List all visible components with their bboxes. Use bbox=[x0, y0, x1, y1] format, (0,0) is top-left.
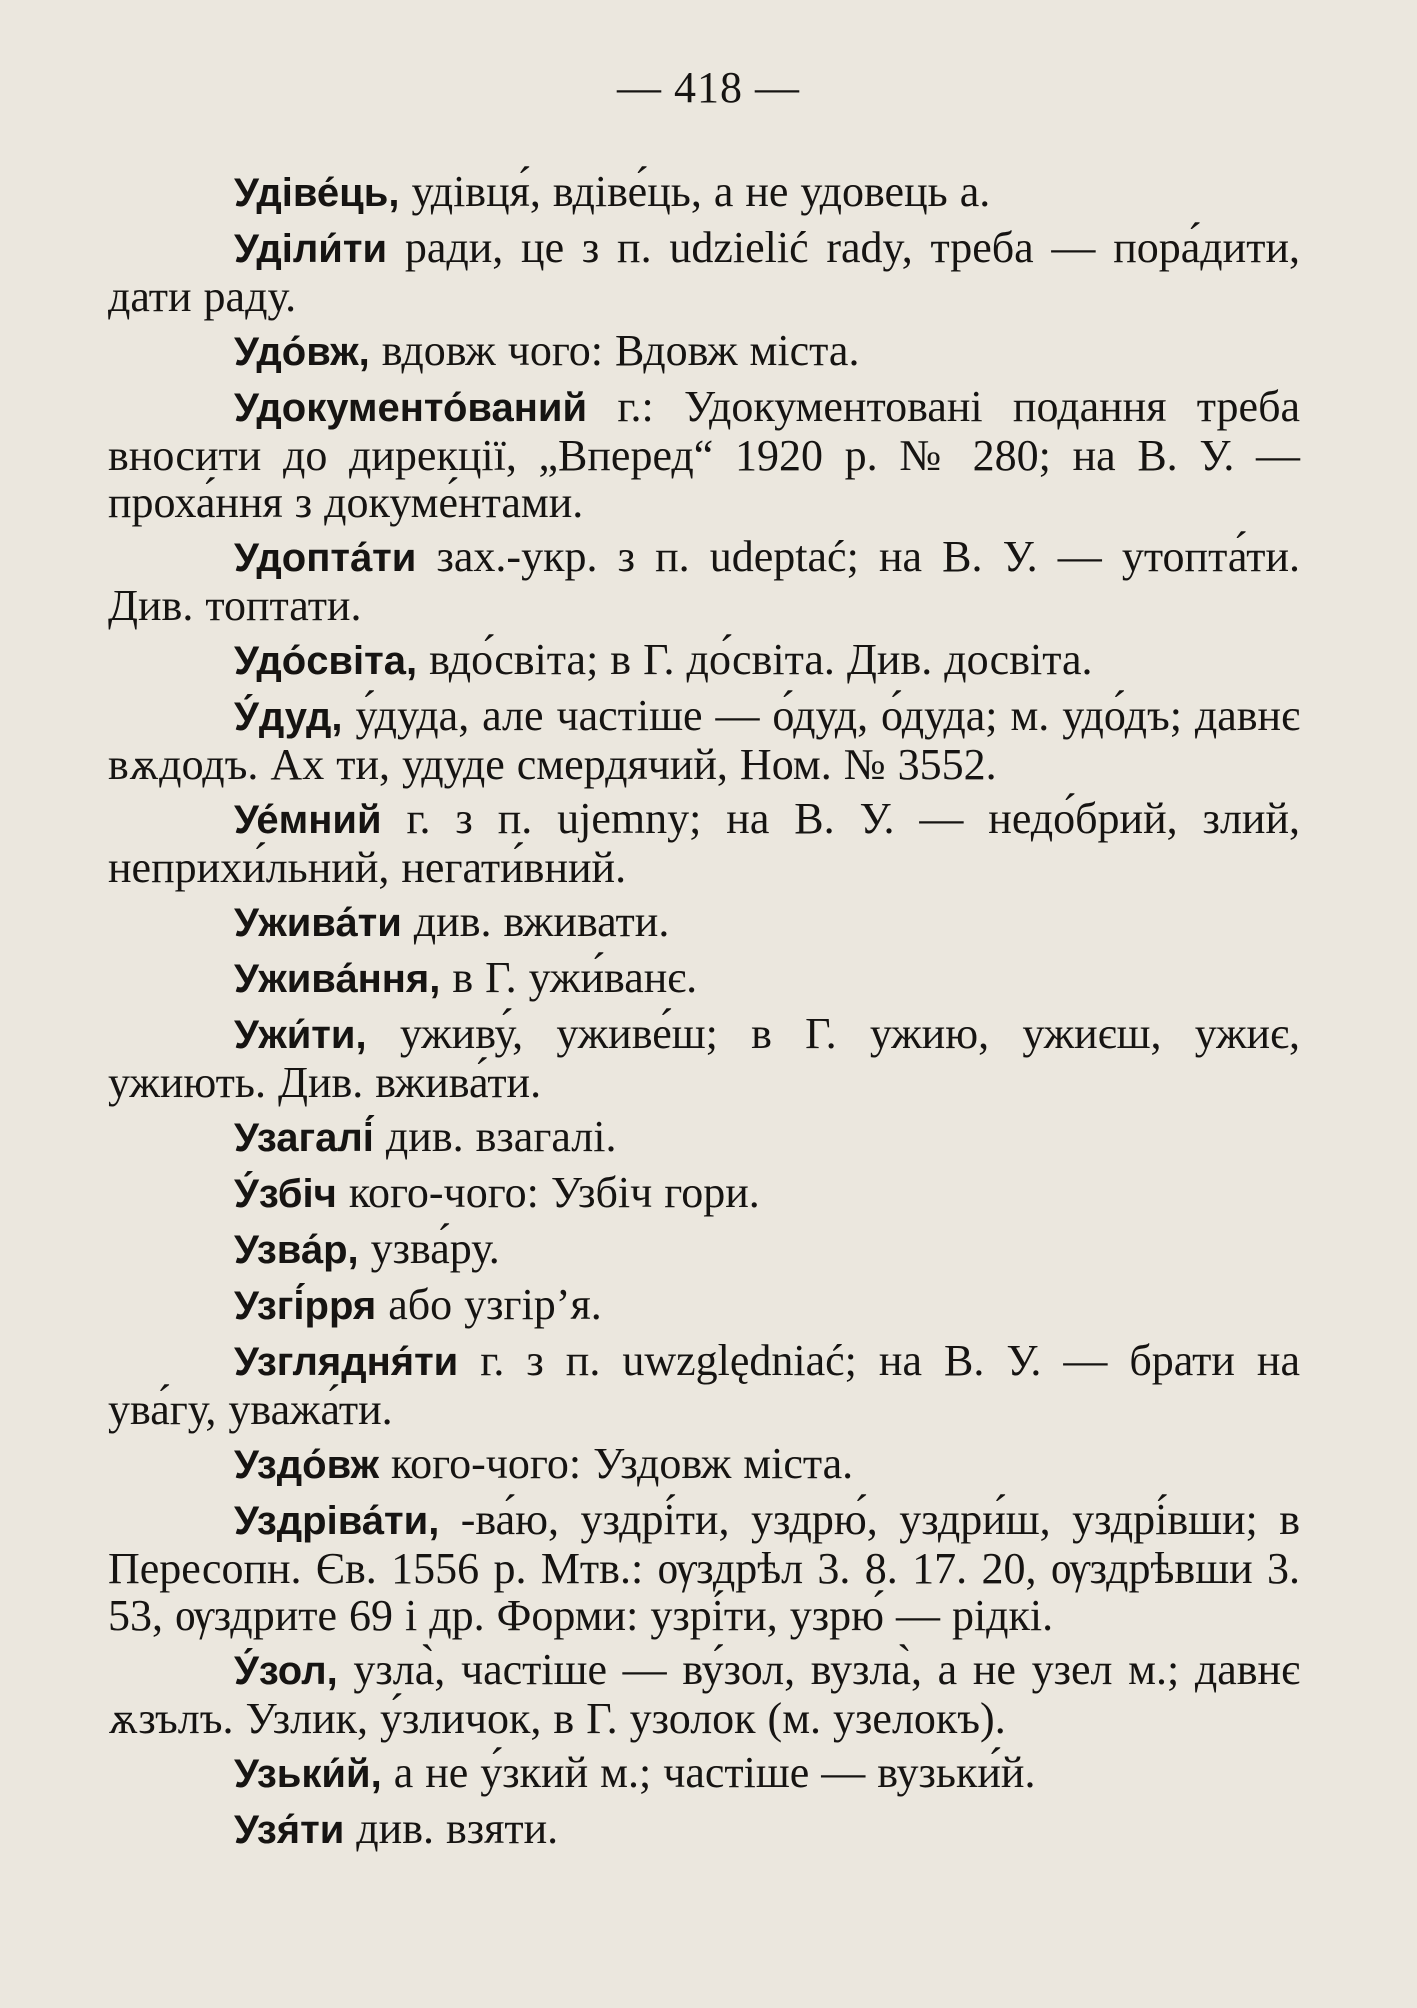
entry-headword: Узагалі́ bbox=[234, 1116, 374, 1160]
entry-text: кого-чого: Узбіч гори. bbox=[336, 1168, 760, 1217]
entry-headword: Узгі́рря bbox=[234, 1284, 377, 1328]
entry-text: а не у́зкий м.; частіше — вузьки́й. bbox=[381, 1748, 1036, 1797]
entry-text: у́дуда, але частіше — о́дуд, о́дуда; м. удо́дъ; давнє вѫдодъ. Ах ти, удуде смердячий, Ном. № 3552. bbox=[108, 691, 1300, 789]
dictionary-entry bbox=[108, 1749, 1300, 1798]
entry-headword: Ужива́ти bbox=[234, 901, 402, 945]
entry-text: узла̀, частіше — ву́зол, вузла̀, а не узел м.; давнє ѫзълъ. Узлик, у́зличок, в Г. узолок (м. узелокъ). bbox=[108, 1645, 1300, 1743]
entry-text: г. з п. uwzględniać; на В. У. — брати на ува́гу, уважа́ти. bbox=[108, 1336, 1300, 1434]
page-number: — 418 — bbox=[617, 63, 800, 112]
entry-headword: Уділи́ти bbox=[234, 227, 388, 271]
entry-text: уживу́, уживе́ш; в Г. ужию, ужиєш, ужиє, ужиють. Див. вжива́ти. bbox=[108, 1009, 1300, 1107]
entry-text: удівця́, вдіве́ць, а не удовець а. bbox=[399, 167, 991, 216]
entry-headword: Ужива́ння, bbox=[234, 957, 441, 1001]
entry-headword: У́зол, bbox=[234, 1649, 338, 1693]
entry-text: кого-чого: Уздовж міста. bbox=[379, 1439, 854, 1488]
dictionary-entry bbox=[108, 533, 1300, 629]
entry-headword: Удо́вж, bbox=[234, 330, 370, 374]
dictionary-entry bbox=[108, 1281, 1300, 1330]
dictionary-entry bbox=[108, 636, 1300, 685]
entry-text: г. з п. ujemny; на В. У. — недо́брий, злий, неприхи́льний, негати́вний. bbox=[108, 794, 1300, 892]
entry-text: див. взагалі. bbox=[373, 1112, 617, 1161]
entry-text: в Г. ужи́ванє. bbox=[440, 953, 698, 1002]
dictionary-entry bbox=[108, 1010, 1300, 1106]
dictionary-entry bbox=[108, 898, 1300, 947]
entry-list bbox=[108, 168, 1300, 1861]
entry-headword: Удіве́ць, bbox=[234, 171, 400, 215]
entry-headword: У́дуд, bbox=[234, 695, 343, 739]
entry-text: див. вживати. bbox=[401, 897, 670, 946]
entry-headword: Уе́мний bbox=[234, 798, 382, 842]
entry-headword: Узьки́й, bbox=[234, 1752, 382, 1796]
entry-headword: Уздо́вж bbox=[234, 1443, 380, 1487]
entry-headword: Удо́світа, bbox=[234, 639, 418, 683]
entry-text: г.: Удокументовані подання треба вносити до дирекції, „Вперед“ 1920 р. № 280; на В. У. — проха́ння з докуме́нтами. bbox=[108, 382, 1300, 527]
entry-headword: Узя́ти bbox=[234, 1808, 345, 1852]
dictionary-entry bbox=[108, 224, 1300, 320]
dictionary-entry bbox=[108, 1225, 1300, 1274]
dictionary-entry bbox=[108, 1169, 1300, 1218]
entry-text: ради, це з п. udzielić rady, треба — пора́дити, дати раду. bbox=[108, 223, 1300, 321]
dictionary-entry bbox=[108, 168, 1300, 217]
dictionary-entry bbox=[108, 1113, 1300, 1162]
dictionary-entry bbox=[108, 327, 1300, 376]
entry-text: або узгір’я. bbox=[376, 1280, 602, 1329]
entry-headword: Удокументо́ваний bbox=[234, 386, 588, 430]
entry-headword: У́збіч bbox=[234, 1172, 337, 1216]
dictionary-entry bbox=[108, 1646, 1300, 1742]
entry-text: узва́ру. bbox=[358, 1224, 500, 1273]
dictionary-entry bbox=[108, 383, 1300, 526]
entry-text: вдо́світа; в Г. до́світа. Див. досвіта. bbox=[417, 635, 1093, 684]
dictionary-entry bbox=[108, 1805, 1300, 1854]
entry-text: вдовж чого: Вдовж міста. bbox=[369, 326, 860, 375]
entry-headword: Узва́р, bbox=[234, 1228, 359, 1272]
dictionary-entry bbox=[108, 795, 1300, 891]
dictionary-entry bbox=[108, 692, 1300, 788]
entry-headword: Узглядня́ти bbox=[234, 1340, 459, 1384]
entry-headword: Уздріва́ти, bbox=[234, 1499, 440, 1543]
entry-text: див. взяти. bbox=[344, 1804, 559, 1853]
dictionary-entry bbox=[108, 1440, 1300, 1489]
entry-text: -ва́ю, уздрі́ти, уздрю́, уздри́ш, уздрі́вши; в Пересопн. Єв. 1556 р. Мтв.: ѹздрѣл 3. 8. 17. 20, ѹздрѣвши 3. 53, ѹздрите 69 і др. Форми: узрі́ти, узрю́ — рідкі. bbox=[108, 1495, 1300, 1640]
entry-headword: Ужи́ти, bbox=[234, 1013, 367, 1057]
entry-headword: Удопта́ти bbox=[234, 536, 417, 580]
dictionary-entry bbox=[108, 1496, 1300, 1639]
dictionary-entry bbox=[108, 954, 1300, 1003]
entry-text: зах.-укр. з п. udeptać; на В. У. — утопта́ти. Див. топтати. bbox=[108, 532, 1300, 630]
dictionary-entry bbox=[108, 1337, 1300, 1433]
